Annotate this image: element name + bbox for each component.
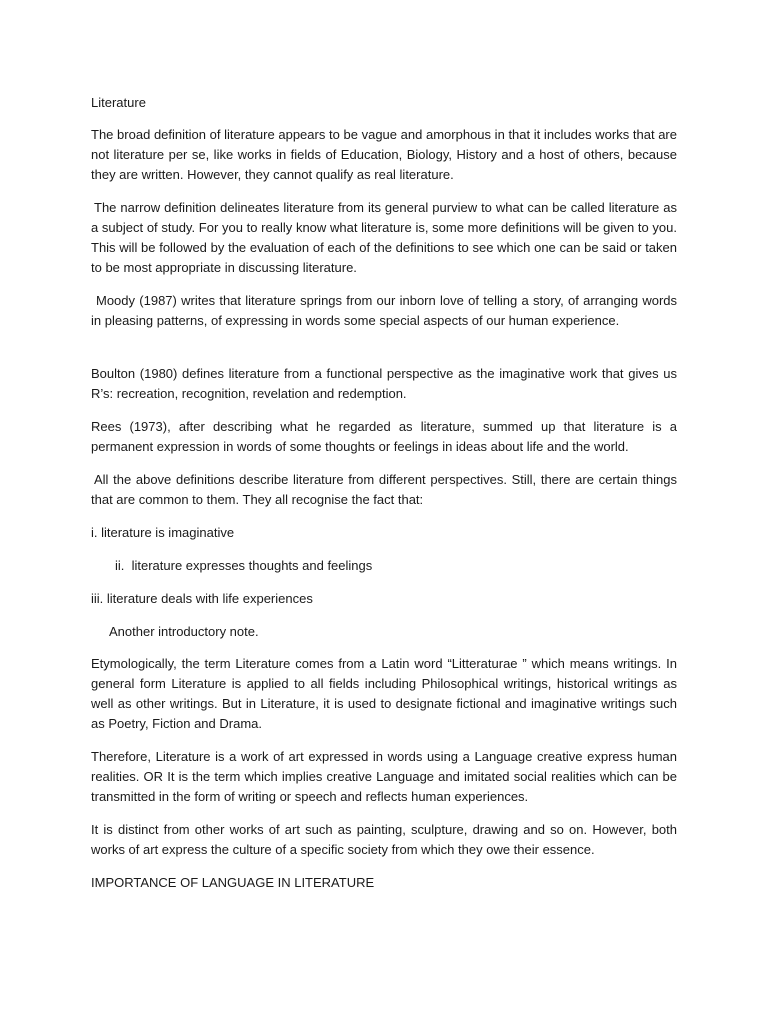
section-heading: IMPORTANCE OF LANGUAGE IN LITERATURE — [91, 875, 375, 890]
paragraph-moody: Moody (1987) writes that literature springs from our inborn love of telling a story, of arranging words in pleasing patterns, of expressing in words some special aspects of our human experience. — [91, 293, 677, 328]
paragraph-etymology: Etymologically, the term Literature comes from a Latin word “Litteraturae ” which means writings. In general form Literature is applied to all fields including Philosophical writings, historical writings as well as other writings. But in Literature, it is used to designate fictional and imaginative writings such as Poetry, Fiction and Drama. — [91, 656, 677, 731]
paragraph-distinct-art: It is distinct from other works of art such as painting, sculpture, drawing and so on. However, both works of art express the culture of a specific society from which they owe their essence. — [91, 822, 677, 857]
list-item-thoughts-feelings: ii. literature expresses thoughts and feelings — [115, 558, 373, 573]
paragraph-work-of-art: Therefore, Literature is a work of art expressed in words using a Language creative express human realities. OR It is the term which implies creative Language and imitated social realities which can be transmitted in the form of writing or speech and reflects human experiences. — [91, 749, 677, 804]
paragraph-broad-definition: The broad definition of literature appears to be vague and amorphous in that it includes works that are not literature per se, like works in fields of Education, Biology, History and a host of others, because they are written. However, they cannot qualify as real literature. — [91, 127, 677, 182]
paragraph-rees: Rees (1973), after describing what he regarded as literature, summed up that literature is a permanent expression in words of some thoughts or feelings in ideas about life and the world. — [91, 419, 677, 454]
list-item-life-experiences: iii. literature deals with life experiences — [91, 591, 313, 606]
paragraph-narrow-definition: The narrow definition delineates literature from its general purview to what can be called literature as a subject of study. For you to really know what literature is, some more definitions will be given to you. This will be followed by the evaluation of each of the definitions to see which one can be said or taken to be most appropriate in discussing literature. — [91, 200, 677, 275]
document-title: Literature — [91, 95, 146, 110]
introductory-note: Another introductory note. — [109, 624, 259, 639]
paragraph-boulton: Boulton (1980) defines literature from a functional perspective as the imaginative work that gives us R’s: recreation, recognition, revelation and redemption. — [91, 366, 677, 401]
paragraph-common-definitions: All the above definitions describe literature from different perspectives. Still, there are certain things that are common to them. They all recognise the fact that: — [91, 472, 677, 507]
list-item-imaginative: i. literature is imaginative — [91, 525, 235, 540]
